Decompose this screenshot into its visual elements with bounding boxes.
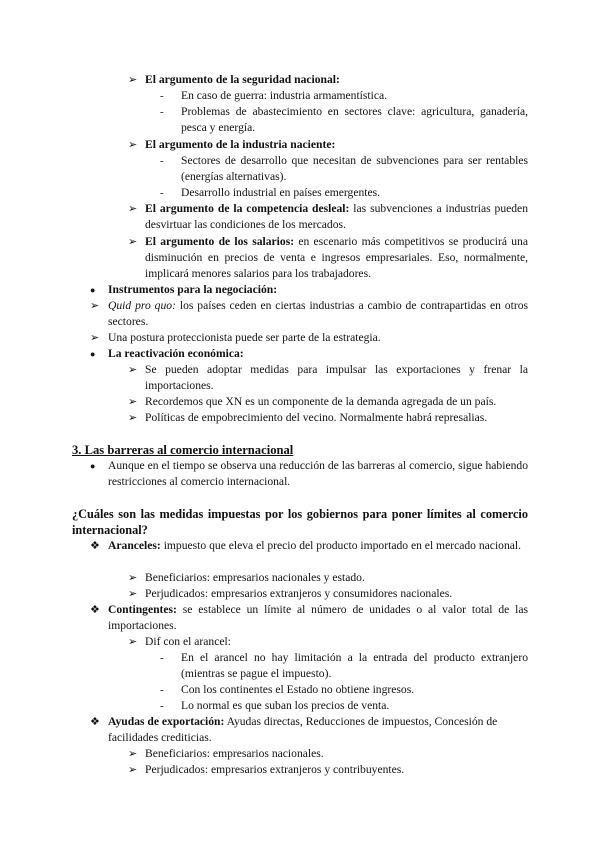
arrow-item xyxy=(128,362,528,394)
export-aid-text: Ayudas directas, Reducciones de impuestos, Concesión de facilidades crediticias. xyxy=(108,715,498,745)
section-3-text: Aunque en el tiempo se observa una reducción de las barreras al comercio, sigue habiendo restricciones al comercio internacional. xyxy=(108,459,528,489)
arrow-marker-icon: ➢ xyxy=(128,396,138,408)
wages-text: en escenario más competitivos se producirá una disminución en precios de venta e ingresos empresariales. Eso, normalmente, implicará menores salarios para los trabajadores. xyxy=(145,235,528,281)
national-security-title: El argumento de la seguridad nacional: xyxy=(145,73,340,86)
dash-item xyxy=(160,88,528,104)
bullet-marker-icon: ● xyxy=(90,461,96,471)
tariffs-item: Perjudicados: empresarios extranjeros y consumidores nacionales. xyxy=(145,587,453,600)
dash-item xyxy=(160,185,528,201)
unfair-competition-text: las subvenciones a industrias pueden desvirtuar las condiciones de los mercados. xyxy=(145,202,528,232)
quid-pro-quo-term: Quid pro quo: xyxy=(108,299,176,312)
quotas-diff: Dif con el arancel: xyxy=(145,635,231,648)
arrow-marker-icon: ➢ xyxy=(128,203,138,215)
dash-marker: - xyxy=(160,187,164,199)
diamond-item-export-aid xyxy=(90,714,528,746)
arrow-item xyxy=(128,570,528,586)
arrow-marker-icon: ➢ xyxy=(128,572,138,584)
dash-item xyxy=(160,104,528,136)
export-aid-title: Ayudas de exportación: xyxy=(108,715,225,728)
dash-item xyxy=(160,698,528,714)
national-security-item: En caso de guerra: industria armamentística. xyxy=(181,89,388,102)
infant-industry-item: Desarrollo industrial en países emergentes. xyxy=(181,186,381,199)
quotas-title: Contingentes: xyxy=(108,603,177,616)
arrow-marker-icon: ➢ xyxy=(90,332,100,344)
diamond-marker-icon: ❖ xyxy=(90,604,100,616)
arrow-item-national-security xyxy=(128,72,528,88)
quotas-item: En el arancel no hay limitación a la entrada del producto extranjero (mientras se pague el impuesto). xyxy=(181,651,528,681)
arrow-item xyxy=(128,394,528,410)
arrow-item xyxy=(128,762,528,778)
arrow-marker-icon: ➢ xyxy=(128,412,138,424)
arrow-item xyxy=(128,410,528,426)
arrow-marker-icon: ➢ xyxy=(128,364,138,376)
diamond-marker-icon: ❖ xyxy=(90,540,100,552)
export-aid-item: Perjudicados: empresarios extranjeros y contribuyentes. xyxy=(145,763,405,776)
arrow-marker-icon: ➢ xyxy=(128,139,138,151)
dash-marker: - xyxy=(160,700,164,712)
quotas-text: se establece un límite al número de unidades o al valor total de las importaciones. xyxy=(108,603,528,633)
arrow-marker-icon: ➢ xyxy=(128,748,138,760)
dash-marker: - xyxy=(160,684,164,696)
arrow-item xyxy=(128,634,528,650)
national-security-item: Problemas de abastecimiento en sectores clave: agricultura, ganadería, pesca y energía. xyxy=(181,105,528,135)
tariffs-title: Aranceles: xyxy=(108,539,161,552)
dash-item xyxy=(160,153,528,185)
dash-marker: - xyxy=(160,155,164,167)
reactivation-item: Se pueden adoptar medidas para impulsar las exportaciones y frenar la importaciones. xyxy=(145,363,528,393)
dash-item xyxy=(160,650,528,682)
dash-marker: - xyxy=(160,652,164,664)
tariffs-text: impuesto que eleva el precio del producto importado en el mercado nacional. xyxy=(160,539,522,552)
arrow-item-quid-pro-quo xyxy=(90,298,528,330)
bullet-item-section-3 xyxy=(90,458,528,490)
arrow-marker-icon: ➢ xyxy=(128,764,138,776)
export-aid-item: Beneficiarios: empresarios nacionales. xyxy=(145,747,324,760)
bullet-item-reactivation xyxy=(90,346,528,362)
reactivation-item: Políticas de empobrecimiento del vecino. Normalmente habrá represalias. xyxy=(145,411,488,424)
bullet-marker-icon: ● xyxy=(90,285,96,295)
quid-pro-quo-text: los países ceden en ciertas industrias a cambio de contrapartidas en otros sectores. xyxy=(108,299,528,329)
unfair-competition-title: El argumento de la competencia desleal: xyxy=(145,202,350,215)
tariffs-item: Beneficiarios: empresarios nacionales y estado. xyxy=(145,571,365,584)
infant-industry-item: Sectores de desarrollo que necesitan de subvenciones para ser rentables (energías alternativas). xyxy=(181,154,528,184)
negotiation-title: Instrumentos para la negociación: xyxy=(108,283,278,296)
infant-industry-title: El argumento de la industria naciente: xyxy=(145,138,336,151)
arrow-marker-icon: ➢ xyxy=(128,74,138,86)
arrow-marker-icon: ➢ xyxy=(128,236,138,248)
quotas-item: Lo normal es que suban los precios de venta. xyxy=(181,699,390,712)
quotas-item: Con los continentes el Estado no obtiene ingresos. xyxy=(181,683,415,696)
arrow-item-strategy xyxy=(90,330,528,346)
section-3-heading: 3. Las barreras al comercio internacional xyxy=(72,443,294,457)
reactivation-item: Recordemos que XN es un componente de la demanda agregada de un país. xyxy=(145,395,497,408)
arrow-item-infant-industry xyxy=(128,137,528,153)
bullet-item-negotiation xyxy=(90,282,528,298)
diamond-marker-icon: ❖ xyxy=(90,716,100,728)
arrow-item-wages xyxy=(128,234,528,283)
arrow-marker-icon: ➢ xyxy=(128,588,138,600)
bullet-marker-icon: ● xyxy=(90,349,96,359)
diamond-item-tariffs xyxy=(90,538,528,554)
arrow-item xyxy=(128,586,528,602)
diamond-item-quotas xyxy=(90,602,528,634)
strategy-text: Una postura proteccionista puede ser parte de la estrategia. xyxy=(108,331,381,344)
wages-title: El argumento de los salarios: xyxy=(145,235,295,248)
dash-marker: - xyxy=(160,90,164,102)
dash-item xyxy=(160,682,528,698)
dash-marker: - xyxy=(160,106,164,118)
reactivation-title: La reactivación económica: xyxy=(108,347,244,360)
question-heading: ¿Cuáles son las medidas impuestas por los gobiernos para poner límites al comercio internacional? xyxy=(72,507,528,538)
arrow-item xyxy=(128,746,528,762)
arrow-marker-icon: ➢ xyxy=(128,636,138,648)
arrow-marker-icon: ➢ xyxy=(90,300,100,312)
arrow-item-unfair-competition xyxy=(128,201,528,233)
